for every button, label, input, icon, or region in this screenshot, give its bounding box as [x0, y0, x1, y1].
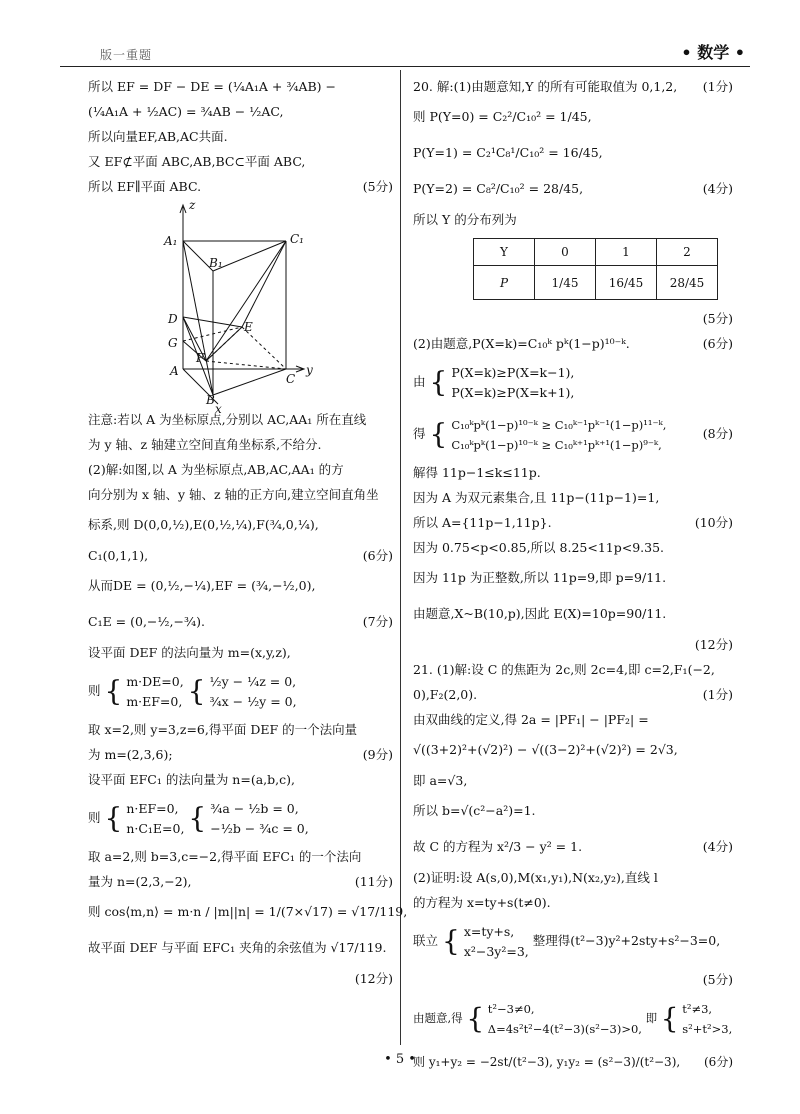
right-q20-10: 解得 11p−1≤k≤11p. [413, 465, 541, 480]
label-B: B [206, 393, 215, 407]
table-cell: 0 [535, 239, 596, 266]
left-p2-16-score-line [88, 966, 393, 991]
table-cell: 1/45 [535, 266, 596, 300]
right-column [413, 74, 733, 1080]
right-q21-7: 故 C 的方程为 x²/3 − y² = 1. (4分) [413, 829, 733, 865]
right-q21-2: 0),F₂(2,0). (1分) [413, 682, 733, 707]
left-note-2: 为 y 轴、z 轴建立空间直角坐标系,不给分. [88, 437, 322, 452]
score: (6分) [362, 548, 393, 563]
label-G: G [168, 336, 178, 350]
left-line-4: 又 EF⊄平面 ABC,AB,BC⊂平面 ABC, [88, 154, 306, 169]
left-p2-4: C₁(0,1,1), (6分) [88, 543, 393, 568]
left-p2-14: 量为 n=(2,3,−2), (11分) [88, 869, 393, 894]
right-q21-12: 则 y₁+y₂ = −2st/(t²−3), y₁y₂ = (s²−3)/(t²−3), (6分) [413, 1044, 733, 1080]
score: (5分) [702, 972, 733, 987]
right-q20-12: 所以 A={11p−1,11p}. (10分) [413, 510, 733, 535]
score: (1分) [702, 79, 733, 94]
score: (7分) [362, 614, 393, 629]
score: (10分) [694, 515, 733, 530]
left-p2-11: 设平面 EFC₁ 的法向量为 n=(a,b,c), [88, 772, 295, 787]
label-x: x [215, 402, 222, 416]
right-q20-5: 所以 Y 的分布列为 [413, 212, 517, 227]
label-D: D [168, 312, 178, 326]
label-A1: A₁ [164, 234, 178, 248]
left-line-2: (¼A₁A + ½AC) = ¾AB − ½AC, [88, 104, 284, 119]
left-p2-9: 取 x=2,则 y=3,z=6,得平面 DEF 的一个法向量 [88, 722, 358, 737]
left-p2-16: 故平面 DEF 与平面 EFC₁ 夹角的余弦值为 √17/119. [88, 940, 387, 955]
right-q21-10: 联立 { x=ty+s, x²−3y²=3, 整理得(t²−3)y²+2sty+s²−3=0, [413, 923, 721, 959]
label-A: A [170, 364, 179, 378]
left-p2-5: 从而DE = (0,½,−¼),EF = (¾,−½,0), [88, 578, 316, 593]
right-q20-8: 由 { P(X=k)≥P(X=k−1), P(X=k)≥P(X=k+1), [413, 364, 575, 400]
right-q21-11: 由题意,得 { t²−3≠0, Δ=4s²t²−4(t²−3)(s²−3)>0, 即 { t²≠3, s²+t²>3, [413, 1002, 733, 1036]
right-q20-2: 则 P(Y=0) = C₂²/C₁₀² = 1/45, [413, 109, 592, 124]
left-p2-13: 取 a=2,则 b=3,c=−2,得平面 EFC₁ 的一个法向 [88, 849, 362, 864]
label-y: y [306, 363, 313, 377]
left-p2-1: (2)解:如图,以 A 为坐标原点,AB,AC,AA₁ 的方 [88, 462, 344, 477]
left-line-5: 所以 EF∥平面 ABC. (5分) [88, 174, 393, 199]
right-q21-1: 21. (1)解:设 C 的焦距为 2c,则 2c=4,即 c=2,F₁(−2, [413, 662, 715, 677]
score: (12分) [354, 971, 393, 986]
table-cell: 1 [596, 239, 657, 266]
right-q20-6 [413, 306, 733, 331]
label-z: z [189, 198, 196, 212]
table-row [474, 266, 718, 300]
right-q21-5: 即 a=√3, [413, 773, 468, 788]
table-cell: 2 [657, 239, 718, 266]
table-cell: 28/45 [657, 266, 718, 300]
column-divider [400, 70, 401, 1045]
table-row [474, 239, 718, 266]
label-F: F [196, 351, 205, 365]
right-q20-3: P(Y=1) = C₂¹C₈¹/C₁₀² = 16/45, [413, 145, 603, 160]
left-line-1: 所以 EF = DF − DE = (¼A₁A + ¾AB) − [88, 79, 337, 94]
left-p2-6: C₁E = (0,−½,−¾). (7分) [88, 604, 393, 640]
right-q21-10-score-line [413, 967, 733, 992]
score: (9分) [362, 747, 393, 762]
score: (11分) [354, 874, 393, 889]
right-q20-7: (2)由题意,P(X=k)=C₁₀ᵏ pᵏ(1−p)¹⁰⁻ᵏ. (6分) [413, 331, 733, 356]
prism-diagram [88, 198, 393, 416]
distribution-table [473, 238, 718, 300]
prism-figure [88, 198, 393, 416]
right-q20-11: 因为 A 为双元素集合,且 11p−(11p−1)=1, [413, 490, 660, 505]
left-p2-12: 则 { n·EF=0, n·C₁E=0, { ¾a − ½b = 0, −½b − ¾c = 0, [88, 800, 309, 836]
right-q20-15: 由题意,X~B(10,p),因此 E(X)=10p=90/11. [413, 606, 667, 621]
right-q21-9: 的方程为 x=ty+s(t≠0). [413, 895, 551, 910]
left-p2-7: 设平面 DEF 的法向量为 m=(x,y,z), [88, 645, 291, 660]
score: (6分) [702, 336, 733, 351]
score: (1分) [702, 687, 733, 702]
header-rule [60, 66, 750, 67]
table-cell: Y [474, 239, 535, 266]
score: (4分) [702, 839, 733, 854]
header-left-text: 版一重题 [100, 48, 153, 62]
right-q21-8: (2)证明:设 A(s,0),M(x₁,y₁),N(x₂,y₂),直线 l [413, 870, 658, 885]
right-q20-9: 得 { C₁₀ᵏpᵏ(1−p)¹⁰⁻ᵏ ≥ C₁₀ᵏ⁻¹pᵏ⁻¹(1−p)¹¹⁻ᵏ, C₁₀ᵏpᵏ(1−p)¹⁰⁻ᵏ ≥ C₁₀ᵏ⁺¹pᵏ⁺¹(1−p)⁹⁻ᵏ, (8分) [413, 408, 733, 460]
right-q21-4: √((3+2)²+(√2)²) − √((3−2)²+(√2)²) = 2√3, [413, 742, 678, 757]
table-cell: P [474, 266, 535, 300]
label-B1: B₁ [209, 256, 223, 270]
score: (4分) [702, 181, 733, 196]
right-q20-13: 因为 0.75<p<0.85,所以 8.25<11p<9.35. [413, 540, 665, 555]
table-cell: 16/45 [596, 266, 657, 300]
right-q21-3: 由双曲线的定义,得 2a = |PF₁| − |PF₂| = [413, 712, 649, 727]
score: (5分) [362, 179, 393, 194]
left-note-1: 注意:若以 A 为坐标原点,分别以 AC,AA₁ 所在直线 [88, 412, 367, 427]
left-p2-8: 则 { m·DE=0, m·EF=0, { ½y − ¼z = 0, ¾x − ½y = 0, [88, 673, 297, 709]
label-E: E [244, 320, 253, 334]
left-p2-15: 则 cos⟨m,n⟩ = m·n / |m||n| = 1/(7×√17) = √17/119, [88, 904, 408, 919]
score: (12分) [694, 637, 733, 652]
right-q20-4: P(Y=2) = C₈²/C₁₀² = 28/45, (4分) [413, 171, 733, 207]
left-column [88, 74, 408, 991]
right-q21-6: 所以 b=√(c²−a²)=1. [413, 803, 536, 818]
right-q20-1: 20. 解:(1)由题意知,Y 的所有可能取值为 0,1,2, (1分) [413, 74, 733, 99]
left-line-3: 所以向量EF,AB,AC共面. [88, 129, 228, 144]
label-C: C [286, 372, 296, 386]
page-number: • 5 • [384, 1052, 416, 1067]
score: (6分) [704, 1055, 733, 1069]
left-p2-10: 为 m=(2,3,6); (9分) [88, 742, 393, 767]
left-p2-2: 向分别为 x 轴、y 轴、z 轴的正方向,建立空间直角坐 [88, 487, 379, 502]
label-C1: C₁ [290, 232, 304, 246]
score: (8分) [702, 426, 733, 441]
subject-title: • 数学 • [681, 43, 745, 62]
left-p2-3: 标系,则 D(0,0,½),E(0,½,¼),F(¾,0,¼), [88, 517, 319, 532]
right-q20-14: 因为 11p 为正整数,所以 11p=9,即 p=9/11. [413, 570, 667, 585]
right-q20-15-score-line [413, 632, 733, 657]
score: (5分) [702, 311, 733, 326]
